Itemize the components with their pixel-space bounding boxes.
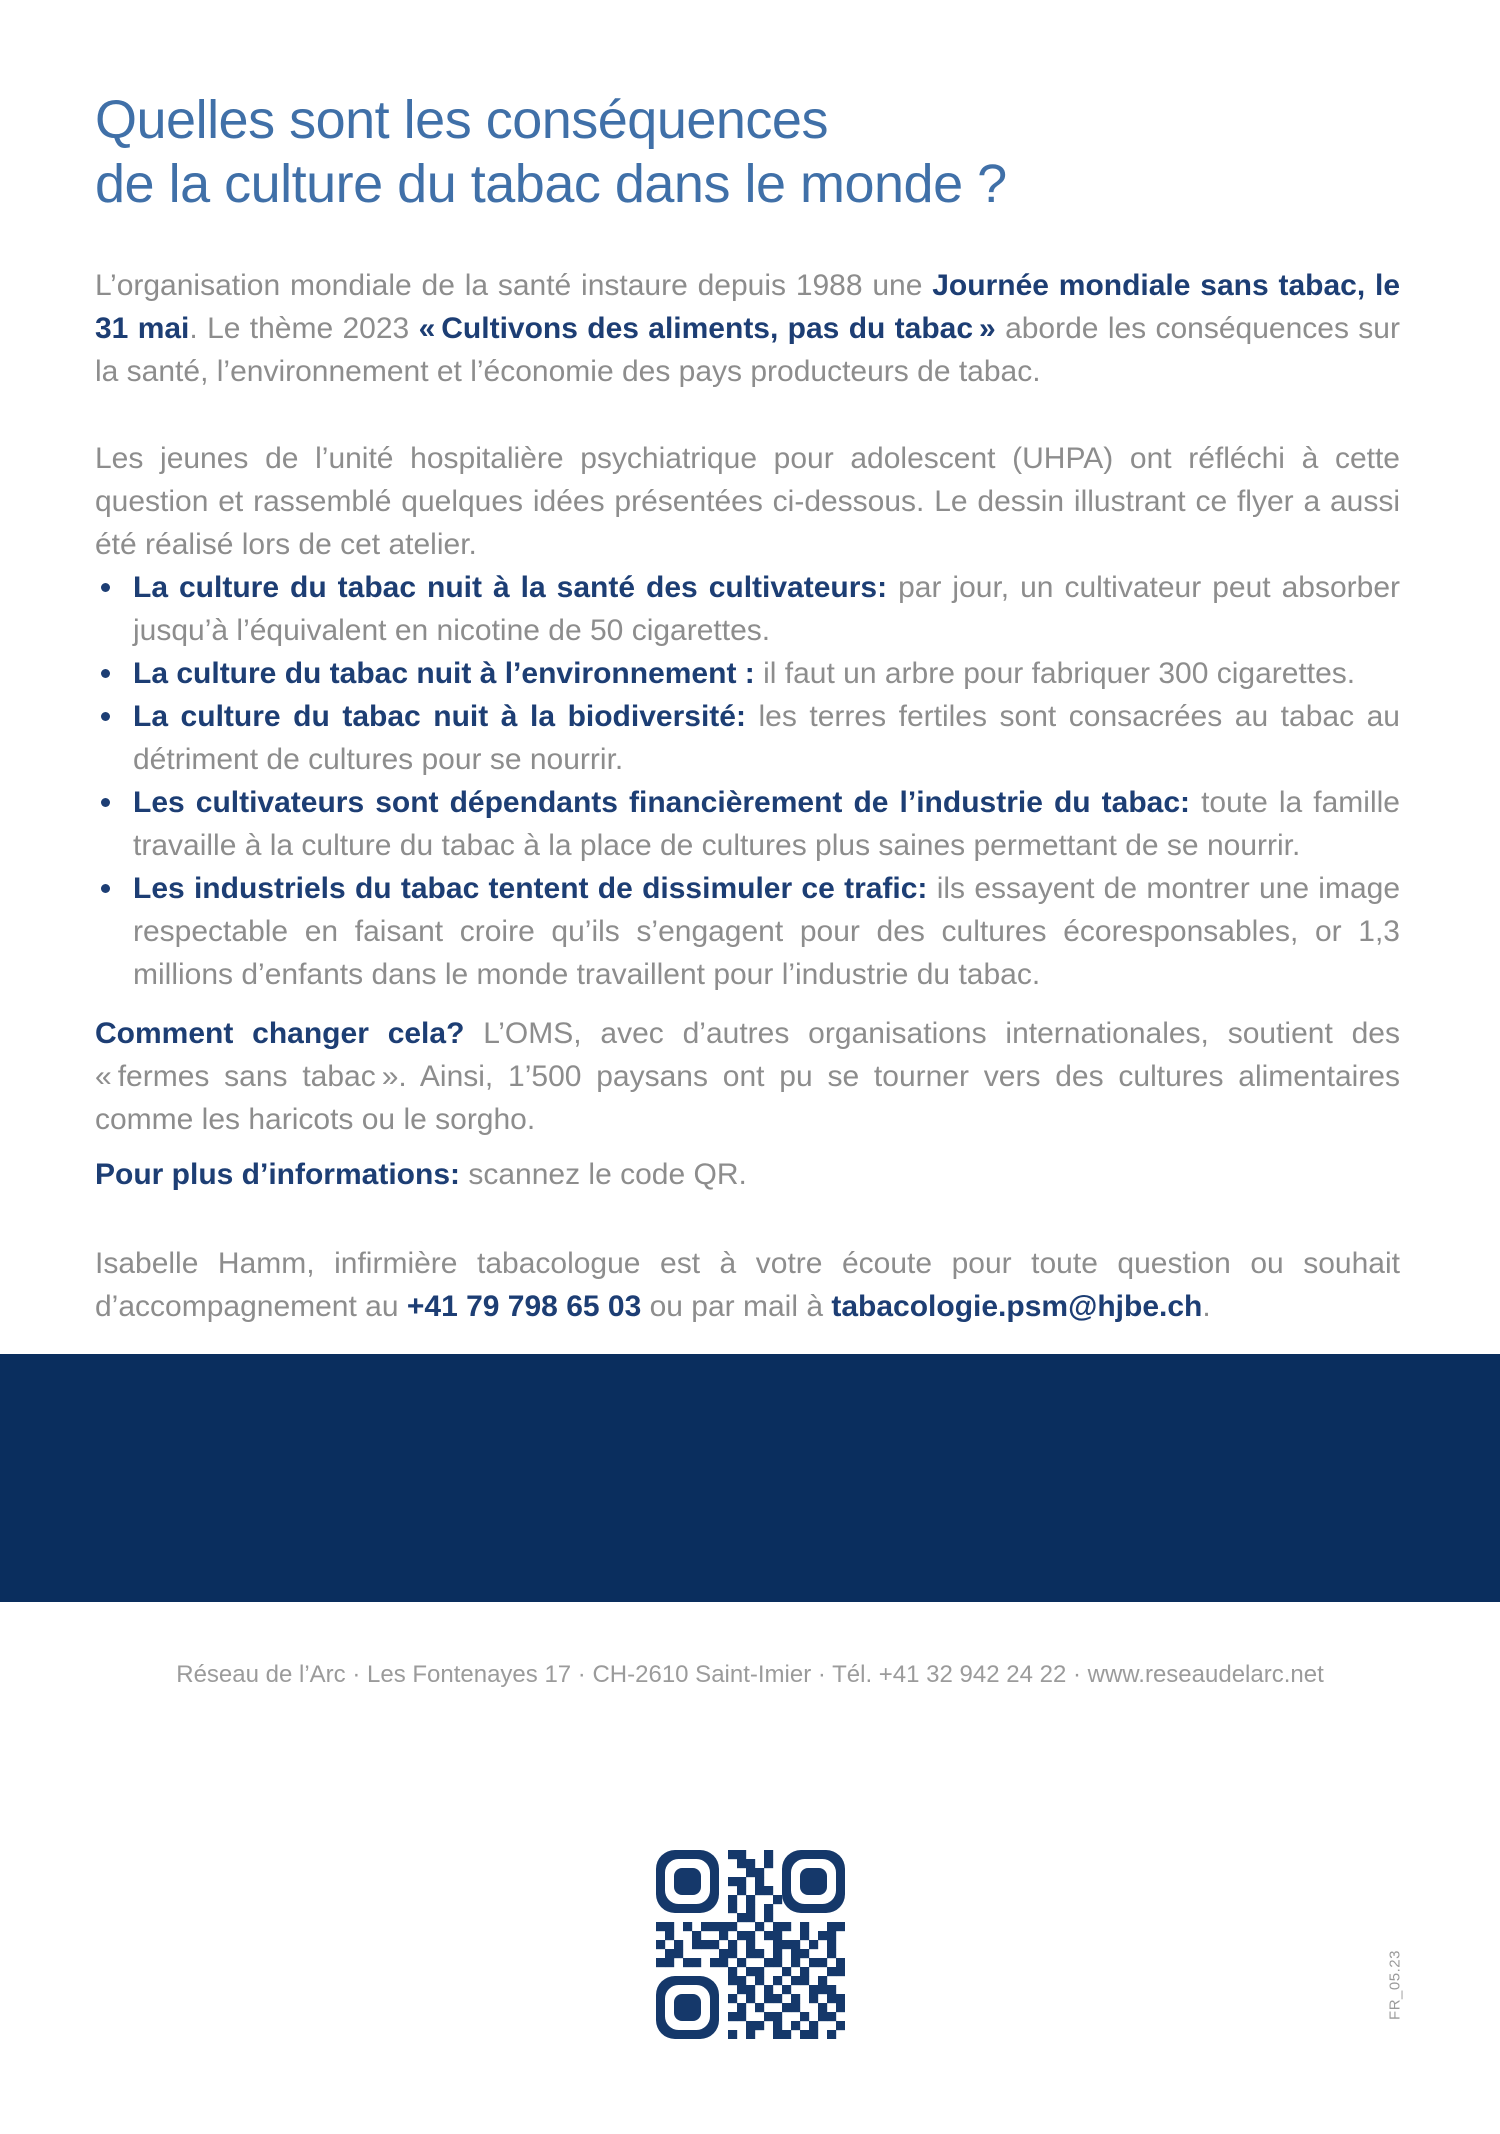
text-segment: Comment changer cela? [95, 1017, 465, 1050]
text-segment: aborde les conséquences sur la santé, l’environnement et l’économie des pays producteurs de tabac. [95, 312, 1400, 388]
footer-address: Réseau de l’Arc · Les Fontenayes 17 · CH-2610 Saint-Imier · Tél. +41 32 942 24 22 · www.reseaudelarc.net [176, 1661, 1324, 1688]
bullet-item [95, 867, 1400, 996]
text-segment: tabacologie.psm@hjbe.ch [831, 1290, 1203, 1323]
text-segment: Les jeunes de l’unité hospitalière psychiatrique pour adolescent (UHPA) ont réfléchi à cette question et rassemblé quelques idées présentées ci-dessous. Le dessin illustrant ce flyer a aussi été réalisé lors de cet atelier. [95, 442, 1400, 561]
text-segment: ou par mail à [641, 1290, 832, 1323]
navy-band [0, 1354, 1500, 1602]
bullet-item [95, 781, 1400, 867]
text-segment: Isabelle Hamm, infirmière tabacologue est à votre écoute pour toute question ou souhait d’accompagnement au [95, 1247, 1400, 1323]
paragraph-comment [95, 1012, 1400, 1141]
qr-wrap [0, 1850, 1500, 2044]
text-segment: . [1202, 1290, 1211, 1323]
paragraph-contact [95, 1242, 1400, 1328]
text-segment: . Le thème 2023 [189, 312, 419, 345]
print-code: FR_05.23 [1386, 1950, 1404, 2020]
paragraph-uhpa [95, 437, 1400, 566]
text-segment: il faut un arbre pour fabriquer 300 cigarettes. [754, 657, 1356, 690]
text-segment: les terres fertiles sont consacrées au tabac au détriment de cultures pour se nourrir. [133, 700, 1400, 776]
text-segment: « Cultivons des aliments, pas du tabac » [418, 312, 996, 345]
bullet-list [95, 566, 1400, 996]
text-segment: par jour, un cultivateur peut absorber jusqu’à l’équivalent en nicotine de 50 cigarettes. [133, 571, 1400, 647]
text-segment: scannez le code QR. [460, 1158, 747, 1191]
text-segment: L’organisation mondiale de la santé instaure depuis 1988 une [95, 269, 933, 302]
bullet-item [95, 695, 1400, 781]
text-segment: Les cultivateurs sont dépendants financièrement de l’industrie du tabac: [133, 786, 1191, 819]
text-segment: Pour plus d’informations: [95, 1158, 460, 1191]
paragraph-informations [95, 1153, 1400, 1196]
text-segment: Journée mondiale sans tabac, le 31 mai [95, 269, 1400, 345]
text-segment: toute la famille travaille à la culture du tabac à la place de cultures plus saines permettant de se nourrir. [133, 786, 1400, 862]
bullet-item [95, 652, 1400, 695]
text-segment: La culture du tabac nuit à l’environnement : [133, 657, 755, 690]
qr-code [656, 1850, 845, 2039]
page-title-line1: Quelles sont les conséquences [95, 90, 828, 150]
text-segment: L’OMS, avec d’autres organisations internationales, soutient des « fermes sans tabac ». Ainsi, 1’500 paysans ont pu se tourner vers des cultures alimentaires comme les haricots ou le sorgho. [95, 1017, 1400, 1136]
page-title [95, 88, 1400, 216]
text-segment: ils essayent de montrer une image respectable en faisant croire qu’ils s’engagent pour des cultures écoresponsables, or 1,3 millions d’enfants dans le monde travaillent pour l’industrie du tabac. [133, 872, 1401, 991]
text-segment: La culture du tabac nuit à la biodiversité: [133, 700, 746, 733]
paragraph-intro [95, 264, 1400, 393]
text-segment: +41 79 798 65 03 [406, 1290, 642, 1323]
page-title-line2: de la culture du tabac dans le monde ? [95, 154, 1007, 214]
text-segment: Les industriels du tabac tentent de dissimuler ce trafic: [133, 872, 928, 905]
text-segment: La culture du tabac nuit à la santé des cultivateurs: [133, 571, 888, 604]
bullet-item [95, 566, 1400, 652]
